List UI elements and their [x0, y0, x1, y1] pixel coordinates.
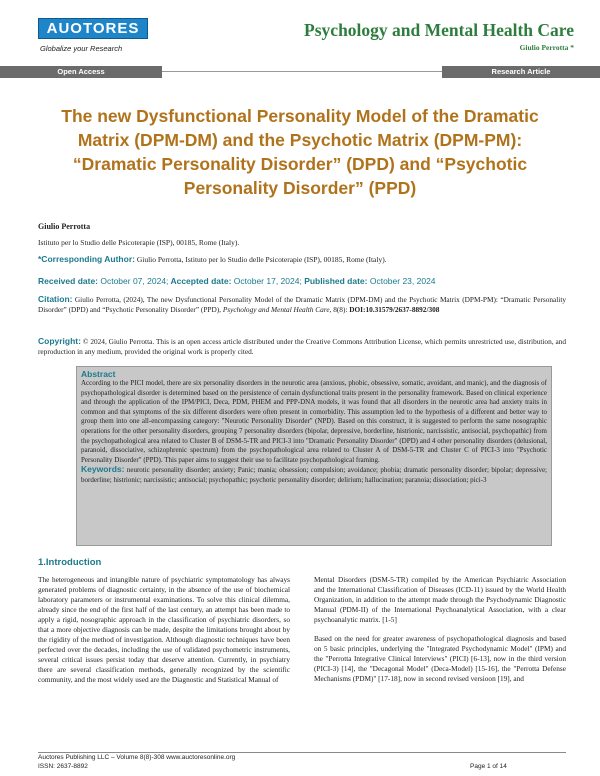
keywords-label: Keywords:: [81, 464, 125, 475]
introduction-heading: 1.Introduction: [38, 557, 102, 568]
corresponding-author: [38, 254, 387, 264]
journal-title: Psychology and Mental Health Care: [304, 20, 574, 40]
published-label: Published date:: [301, 276, 368, 286]
accepted-date: October 17, 2024;: [231, 276, 302, 286]
citation-journal: Psychology and Mental Health Care,: [221, 305, 332, 314]
publisher-logo: [38, 18, 150, 40]
footer-issn: ISSN: 2637-8892: [38, 763, 88, 770]
intro-paragraph-1: The heterogeneous and intangible nature of psychiatric symptomatology has always generated problems of diagnostic certainty, in the absence of the use of biochemical laboratory parameters or instrumental examinations. To solve this clinical dilemma, already since the end of the first half of the last century, an attempt has been made to apply a rigid, nosographic approach in the classification of psychiatric disorders, so that a more objective diagnosis can be made, despite the limitations brought about by the rigidity of the method of investigation. Although diagnostic techniques have been perfected over the decades, including the use of validated psychometric instruments, several critical issues persist today that deserve attention. Currently, in psychiatry there are several classification methods, generally recognized by the scientific community, and the most widely used are the Diagnostic and Statistical Manual of: [38, 575, 290, 684]
header-author: Giulio Perrotta *: [519, 43, 574, 52]
page-number: Page 1 of 14: [470, 763, 507, 770]
citation-label: Citation:: [38, 294, 73, 304]
citation-text: Giulio Perrotta, (2024), The new Dysfunctional Personality Model of the Dramatic Matrix (DPM-DM) and the Psychotic Matrix (DPM-PM): “Dramatic Personality Disorder” (DPD) and “Psychotic Personality Disorder” (PPD),: [38, 295, 566, 314]
intro-paragraph-3: Based on the need for greater awareness of psychopathological diagnosis and based on 5 basic principles, underlying the "Integrated Psychodynamic Model" (IPM) and the "Perrotta Integrative Clinical Interviews" (PICI) [6-13], now in the third version (PICI-3) [14], the "Decagonal Model" (Deca-Model) [15-16], the "Perrotta Defense Mechanisms (PDM)" [17-18], now in second revised versioon [19], and: [314, 633, 566, 683]
received-date: October 07, 2024;: [98, 276, 169, 286]
body-column-left: [38, 575, 290, 693]
copyright-label: Copyright:: [38, 336, 81, 346]
copyright-text: © 2024, Giulio Perrotta. This is an open access article distributed under the Creative Commons Attribution License, which permits unrestricted use, distribution, and reproduction in any medium, provided the original work is properly cited.: [38, 337, 566, 356]
publisher-tagline: Globalize your Research: [40, 44, 123, 53]
body-column-right: [314, 575, 566, 693]
article-type-label: Research Article: [442, 66, 600, 78]
abstract-heading: Abstract: [81, 369, 116, 379]
intro-paragraph-2: Mental Disorders (DSM-5-TR) compiled by the American Psychiatric Association and the International Classification of Diseases (ICD-11) issued by the World Health Organization, in addition to the attempt made through the Psychodynamic Diagnostic Manual (PDM-II) of the International Psychoanalytical Association, with a clear psychoanalytic matrix. [1-5]: [314, 575, 566, 624]
footer-publisher: Auctores Publishing LLC – Volume 8(8)-308 www.auctoresonline.org: [38, 754, 236, 761]
accepted-label: Accepted date:: [168, 276, 232, 286]
abstract-text: According to the PICI model, there are six personality disorders in the neurotic area (anxious, phobic, obsessive, somatic, avoidant, and manic), and the diagnosis of psychopathological disorder is determined based on the persistence of certain dysfunctional traits present in the personality framework. Based on clinical experience and through the application of the IPM/PICI, Deca, PDM, PHEM and PPP-DNA models, it was found that all disorders in the neurotic area had anxiety traits in common and that symptoms of the six different disorders were often present in comorbidity. This assumption led to the hypothesis of a different and better way to group them into one all-encompassing category: "Neurotic Personality Disorder" (NPD). Based on this construct, it is suggested to perform the same nosographic operations for the other personality disorders, grouping 7 personality disorders (bipolar, depressive, borderline, histrionic, narcissistic, antisocial, psychopathic) from the psychopathological area related to Cluster B of DSM-5-TR and PICI-3 into "Dramatic Personality Disorder" (DPD) and 4 other personality disorders (delusional, paranoid, dissociative, schizophrenic spectrum) from the psychopathological area related to Cluster A of DSM-5-TR and Cluster C of PICI-3 into "Psychotic Personality Disorder" (PPD). This paper aims to suggest their use to facilitate psychopathological framing.: [81, 379, 547, 464]
header-divider: [162, 71, 442, 72]
citation-doi[interactable]: DOI:10.31579/2637-8892/308: [349, 305, 440, 314]
copyright: [38, 336, 566, 357]
published-date: October 23, 2024: [367, 276, 436, 286]
author-name: Giulio Perrotta: [38, 222, 91, 231]
keywords-text: neurotic personality disorder; anxiety; Panic; mania; obsession; compulsion; avoidance; phobia; dramatic personality disorder; bipolar; depressive; borderline; histrionic; narcissistic; antisocial; psychopathic; psychotic personality disorder; delirium; hallucination; paranoia; dissociation; pici-3: [81, 466, 547, 484]
corresponding-text: Giulio Perrotta, Istituto per lo Studio delle Psicoterapie (ISP), 00185, Rome (Italy).: [134, 255, 387, 264]
abstract-box: [76, 366, 552, 546]
article-dates: [38, 276, 436, 286]
footer-divider: [38, 752, 566, 753]
corresponding-label: *Corresponding Author:: [38, 254, 135, 264]
keywords: [81, 465, 547, 485]
author-affiliation: Istituto per lo Studio delle Psicoterapie (ISP), 00185, Rome (Italy).: [38, 238, 240, 247]
citation-volume: 8(8):: [331, 305, 348, 314]
article-title: The new Dysfunctional Personality Model of the Dramatic Matrix (DPM-DM) and the Psychotic Matrix (DPM-PM): “Dramatic Personality Disorder” (DPD) and “Psychotic Personality Disorder” (PPD): [61, 106, 539, 198]
received-label: Received date:: [38, 276, 98, 286]
publisher-logo-text: AUOTORES: [38, 18, 148, 39]
open-access-label: Open Access: [0, 66, 162, 78]
citation: [38, 294, 566, 315]
